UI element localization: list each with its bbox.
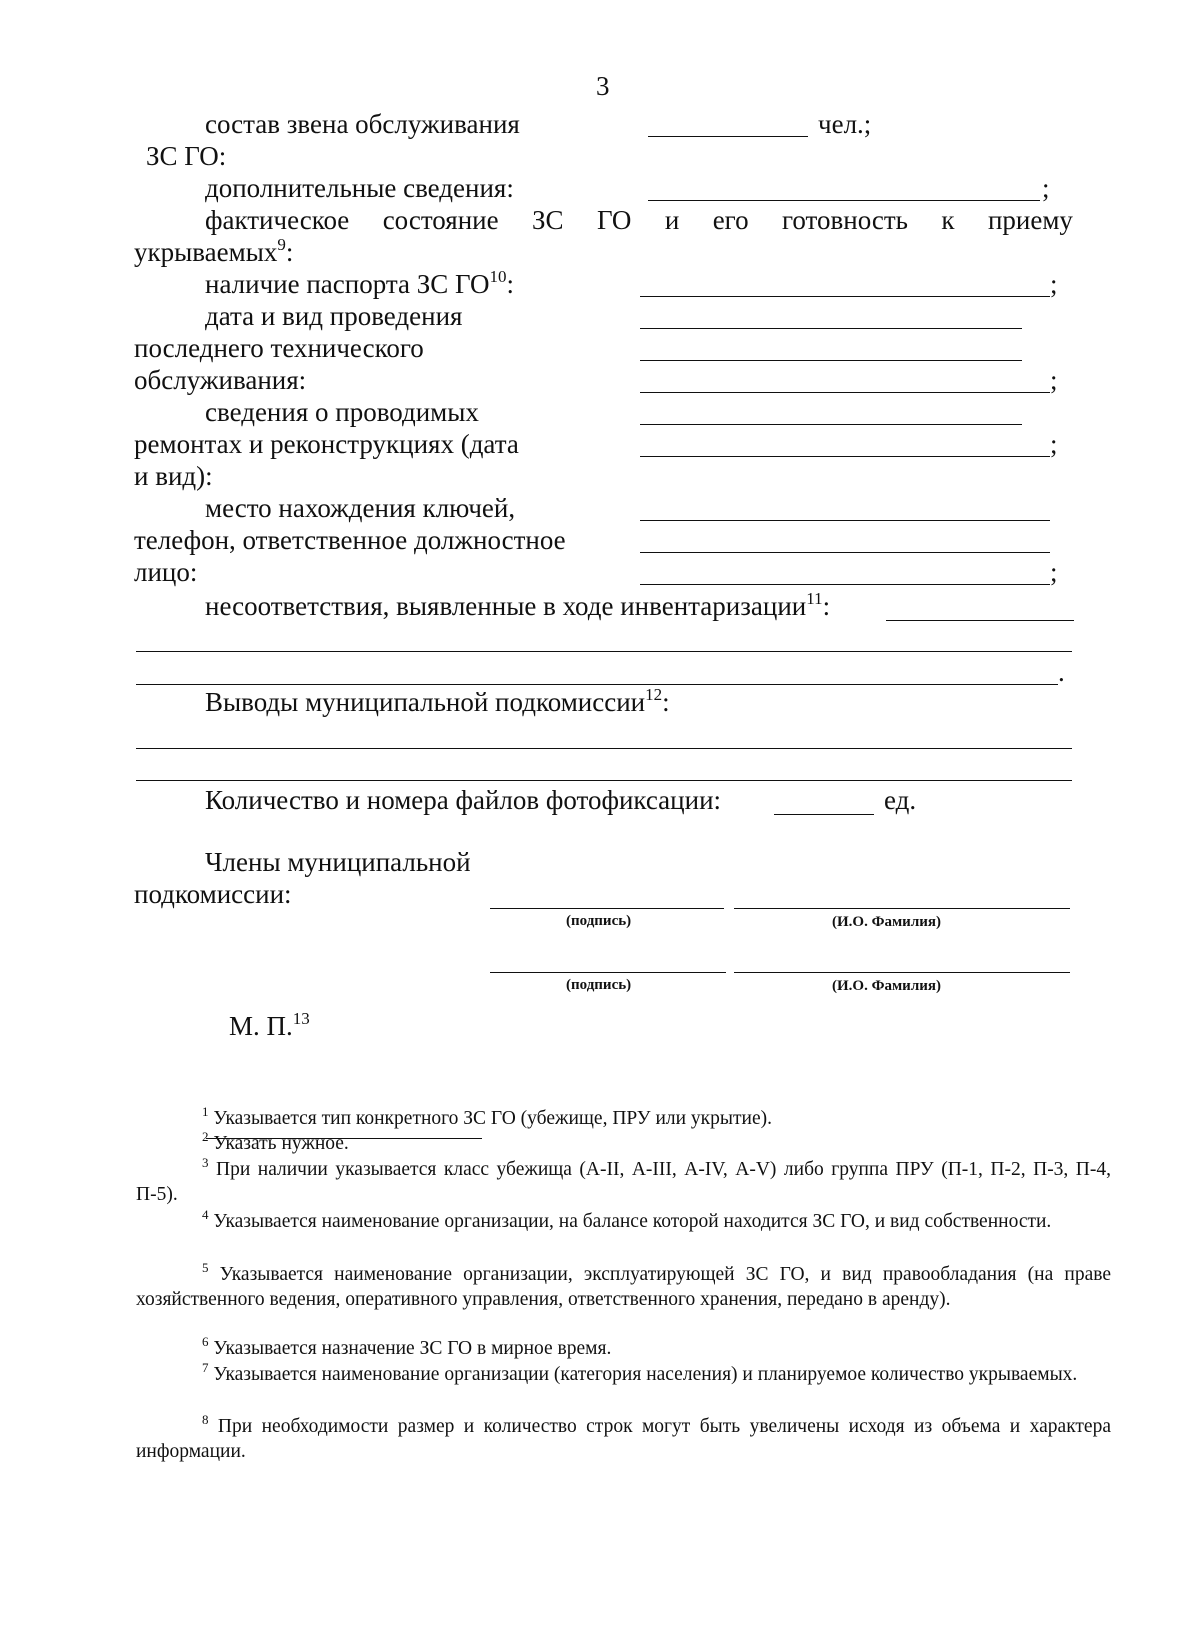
mismatch-blank-line-3[interactable] xyxy=(136,684,1058,685)
maintenance-blank-line-3[interactable] xyxy=(640,392,1050,393)
footnote-4: $^4$ Указывается наименование организации, на балансе которой находится ЗС ГО, и вид собственности. xyxy=(202,1207,1052,1232)
extra-info-label: дополнительные сведения: xyxy=(205,173,514,203)
repairs-label-2: ремонтах и реконструкциях (дата xyxy=(134,429,519,459)
actual-state-word: приему xyxy=(987,205,1073,235)
photo-files-blank-line[interactable] xyxy=(774,814,874,815)
photo-files-label: Количество и номера файлов фотофиксации: xyxy=(205,785,722,815)
footnote-3: $^3$ При наличии указывается класс убежища (А-II, А-III, А-IV, А-V) либо группа ПРУ (П-1, П-2, П-3, П-4, П-5). xyxy=(136,1155,1112,1205)
keys-label-2: телефон, ответственное должностное xyxy=(134,525,566,555)
repairs-blank-line-1[interactable] xyxy=(640,424,1022,425)
footnote-2: $^2$ Указать нужное. xyxy=(202,1129,349,1154)
conclusions-label: Выводы муниципальной подкомиссии$^{12}$: xyxy=(205,685,670,717)
keys-label-1: место нахождения ключей, xyxy=(205,493,516,523)
staff-unit: чел.; xyxy=(818,109,872,139)
footnote-ref-9: 9 xyxy=(277,235,286,254)
signature-caption-1: (подпись) xyxy=(566,913,632,929)
name-line-1[interactable] xyxy=(734,908,1070,909)
members-label-2: подкомиссии: xyxy=(134,879,292,909)
footnote-ref-13: 13 xyxy=(292,1009,310,1028)
maintenance-label-1: дата и вид проведения xyxy=(205,301,463,331)
seal-label: М. П.$^{13}$ xyxy=(229,1009,310,1041)
passport-blank-line[interactable] xyxy=(640,296,1050,297)
mismatch-blank-line-2[interactable] xyxy=(136,651,1072,652)
maintenance-label-2: последнего технического xyxy=(134,333,424,363)
members-label-1: Члены муниципальной xyxy=(205,847,471,877)
staff-blank-line[interactable] xyxy=(648,136,808,137)
signature-caption-2: (подпись) xyxy=(566,977,632,993)
period: . xyxy=(1058,657,1065,687)
repairs-label-3: и вид): xyxy=(134,461,213,491)
extra-info-blank-line[interactable] xyxy=(648,200,1040,201)
semicolon: ; xyxy=(1050,557,1058,587)
keys-blank-line-2[interactable] xyxy=(640,552,1050,553)
maintenance-label-3: обслуживания: xyxy=(134,365,307,395)
actual-state-line xyxy=(205,204,1073,236)
conclusions-blank-line-1[interactable] xyxy=(136,748,1072,749)
actual-state-word: состояние xyxy=(382,205,499,235)
page-number: 3 xyxy=(596,71,610,101)
footnote-ref-10: 10 xyxy=(489,267,507,286)
semicolon: ; xyxy=(1050,269,1058,299)
name-caption-2: (И.О. Фамилия) xyxy=(832,978,941,994)
conclusions-blank-line-2[interactable] xyxy=(136,780,1072,781)
actual-state-word: его xyxy=(712,205,749,235)
actual-state-word: ГО xyxy=(596,205,632,235)
semicolon: ; xyxy=(1042,173,1050,203)
keys-blank-line-3[interactable] xyxy=(640,584,1050,585)
footnote-7: $^7$ Указывается наименование организации (категория населения) и планируемое количество укрываемых. xyxy=(202,1360,1078,1385)
actual-state-line-2: укрываемых$^9$: xyxy=(134,235,294,267)
passport-label: наличие паспорта ЗС ГО$^{10}$: xyxy=(205,267,514,299)
mismatch-blank-line-1[interactable] xyxy=(886,620,1074,621)
photo-files-unit: ед. xyxy=(884,785,917,815)
signature-line-1[interactable] xyxy=(490,908,724,909)
footnote-6: $^6$ Указывается назначение ЗС ГО в мирное время. xyxy=(202,1334,612,1359)
staff-label: состав звена обслуживания xyxy=(205,109,520,139)
keys-label-3: лицо: xyxy=(134,557,198,587)
mismatch-label: несоответствия, выявленные в ходе инвентаризации$^{11}$: xyxy=(205,589,831,621)
actual-state-word: и xyxy=(664,205,680,235)
name-caption-1: (И.О. Фамилия) xyxy=(832,914,941,930)
repairs-blank-line-2[interactable] xyxy=(640,456,1050,457)
semicolon: ; xyxy=(1050,365,1058,395)
actual-state-word: ЗС xyxy=(532,205,564,235)
maintenance-blank-line-1[interactable] xyxy=(640,328,1022,329)
actual-state-word: фактическое xyxy=(205,205,350,235)
footnote-ref-11: 11 xyxy=(806,589,823,608)
zs-go-label: ЗС ГО: xyxy=(146,141,227,171)
name-line-2[interactable] xyxy=(734,972,1070,973)
semicolon: ; xyxy=(1050,429,1058,459)
actual-state-word: готовность xyxy=(782,205,908,235)
maintenance-blank-line-2[interactable] xyxy=(640,360,1022,361)
actual-state-word: к xyxy=(941,205,955,235)
footnote-8: $^8$ При необходимости размер и количество строк могут быть увеличены исходя из объема и характера информации. xyxy=(136,1412,1111,1462)
keys-blank-line-1[interactable] xyxy=(640,520,1050,521)
footnote-1: $^1$ Указывается тип конкретного ЗС ГО (убежище, ПРУ или укрытие). xyxy=(202,1104,772,1129)
signature-line-2[interactable] xyxy=(490,972,726,973)
repairs-label-1: сведения о проводимых xyxy=(205,397,479,427)
footnote-ref-12: 12 xyxy=(645,685,663,704)
footnote-5: $^5$ Указывается наименование организации, эксплуатирующей ЗС ГО, и вид правообладания (на праве хозяйственного ведения, оперативного управления, ответственного хранения, передано в аренду). xyxy=(136,1260,1111,1310)
